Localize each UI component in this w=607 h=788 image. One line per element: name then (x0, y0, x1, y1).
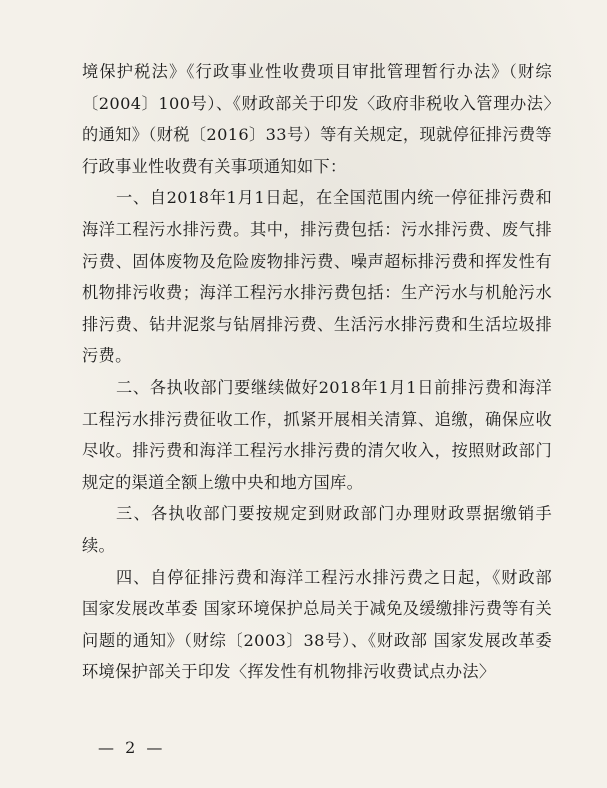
paragraph-item-3: 三、各执收部门要按规定到财政部门办理财政票据缴销手续。 (82, 504, 552, 555)
paragraph-item-2: 二、各执收部门要继续做好2018年1月1日前排污费和海洋工程污水排污费征收工作，抓紧开展相关清算、追缴，确保应收尽收。排污费和海洋工程污水排污费的清欠收入，按照财政部门规定的渠道全额上缴中央和地方国库。 (82, 377, 552, 492)
paragraph-intro-continuation: 境保护税法》《行政事业性收费项目审批管理暂行办法》（财综〔2004〕100号）、《财政部关于印发〈政府非税收入管理办法〉的通知》（财税〔2016〕33号）等有关规定，现就停征排污费等行政事业性收费有关事项通知如下： (82, 62, 552, 176)
paragraph-item-4: 四、自停征排污费和海洋工程污水排污费之日起，《财政部 国家发展改革委 国家环境保护总局关于减免及缓缴排污费等有关问题的通知》（财综〔2003〕38号）、《财政部 国家发展改革委 环境保护部关于印发〈挥发性有机物排污收费试点办法〉 (82, 567, 552, 682)
paragraph-item-1: 一、自2018年1月1日起，在全国范围内统一停征排污费和海洋工程污水排污费。其中，排污费包括：污水排污费、废气排污费、固体废物及危险废物排污费、噪声超标排污费和挥发性有机物排污收费；海洋工程污水排污费包括：生产污水与机舱污水排污费、钻井泥浆与钻屑排污费、生活污水排污费和生活垃圾排污费。 (82, 188, 552, 366)
document-body (82, 56, 552, 688)
page-number: — 2 — (98, 738, 166, 757)
